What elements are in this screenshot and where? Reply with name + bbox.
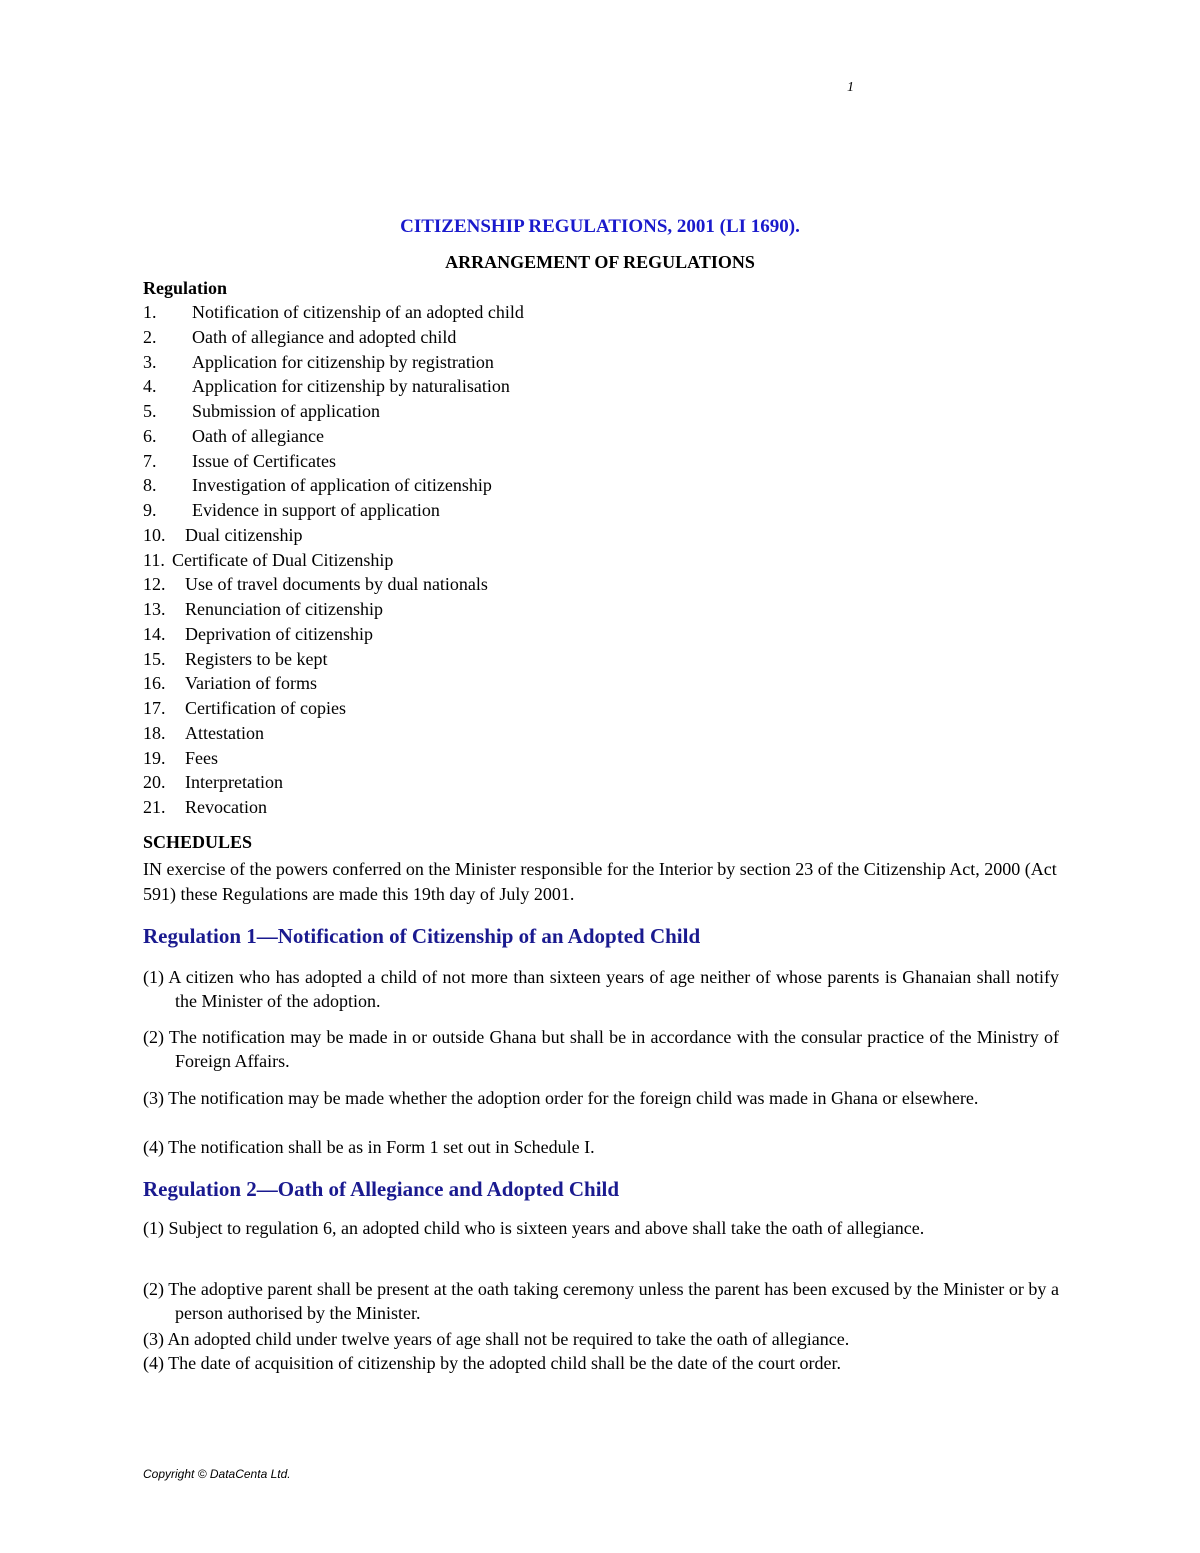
regulation-1-paragraph-3: (3) The notification may be made whether the adoption order for the foreign child was made in Ghana or elsewhere.	[143, 1088, 979, 1108]
toc-item	[143, 498, 524, 523]
toc-item-number: 20.	[143, 772, 166, 793]
toc-item-number: 5.	[143, 401, 157, 421]
toc-item-label: Application for citizenship by naturalisation	[192, 376, 510, 397]
toc-item	[143, 597, 524, 622]
toc-item	[143, 424, 524, 449]
toc-item-number: 2.	[143, 326, 157, 347]
toc-item-label: Issue of Certificates	[192, 450, 336, 471]
toc-item-number: 16.	[143, 673, 166, 694]
toc-item-number: 8.	[143, 475, 157, 496]
toc-item	[143, 795, 524, 820]
toc-item-label: Oath of allegiance and adopted child	[192, 326, 457, 347]
toc-heading: Regulation	[143, 278, 228, 298]
toc-item-label: Interpretation	[185, 772, 283, 793]
toc-item	[143, 350, 524, 375]
schedules-heading: SCHEDULES	[143, 832, 253, 852]
toc-item-number: 9.	[143, 500, 157, 520]
toc-item-label: Submission of application	[192, 401, 380, 421]
toc-item	[143, 374, 524, 399]
toc-item	[143, 523, 524, 548]
regulation-2-paragraph-4: (4) The date of acquisition of citizenship by the adopted child shall be the date of the court order.	[143, 1353, 841, 1373]
toc-item	[143, 647, 524, 672]
toc-item-number: 3.	[143, 351, 157, 372]
toc-item-label: Fees	[185, 747, 218, 768]
document-title: CITIZENSHIP REGULATIONS, 2001 (LI 1690).	[400, 216, 800, 237]
toc-item-number: 17.	[143, 698, 166, 718]
toc-item-label: Variation of forms	[185, 673, 317, 694]
toc-item-label: Evidence in support of application	[192, 500, 440, 520]
toc-item-number: 4.	[143, 376, 157, 397]
toc-item-number: 11.	[143, 549, 165, 570]
copyright-footer: Copyright © DataCenta Ltd.	[143, 1467, 291, 1481]
toc-item	[143, 473, 524, 498]
regulation-2-paragraph-2: (2) The adoptive parent shall be present at the oath taking ceremony unless the parent has been excused by the Minister or by a person authorised by the Minister.	[143, 1279, 1059, 1323]
toc-item	[143, 449, 524, 474]
regulation-2-heading: Regulation 2—Oath of Allegiance and Adopted Child	[143, 1177, 620, 1201]
toc-item	[143, 696, 524, 721]
toc-item-number: 6.	[143, 425, 157, 446]
toc-item	[143, 622, 524, 647]
regulation-2-paragraph-1: (1) Subject to regulation 6, an adopted child who is sixteen years and above shall take the oath of allegiance.	[143, 1218, 925, 1238]
toc-item	[143, 399, 524, 424]
toc-item	[143, 721, 524, 746]
toc-item-number: 1.	[143, 302, 157, 322]
toc-item-number: 18.	[143, 722, 166, 743]
toc-item-label: Certification of copies	[185, 698, 346, 718]
toc-item	[143, 300, 524, 325]
toc-item-label: Attestation	[185, 722, 264, 743]
toc-item-label: Use of travel documents by dual nationals	[185, 574, 488, 595]
toc-item-label: Application for citizenship by registration	[192, 351, 494, 372]
toc-item-number: 7.	[143, 450, 157, 471]
regulation-1-heading: Regulation 1—Notification of Citizenship of an Adopted Child	[143, 924, 701, 948]
toc-item	[143, 325, 524, 350]
toc-item	[143, 671, 524, 696]
toc-item-number: 13.	[143, 599, 166, 619]
toc-item-label: Revocation	[185, 797, 267, 817]
toc-item-number: 14.	[143, 623, 166, 644]
toc-item-label: Dual citizenship	[185, 524, 303, 545]
toc-item	[143, 548, 524, 573]
toc-item	[143, 770, 524, 795]
toc-item-label: Registers to be kept	[185, 648, 328, 669]
toc-item	[143, 746, 524, 771]
regulation-2-paragraph-3: (3) An adopted child under twelve years of age shall not be required to take the oath of allegiance.	[143, 1329, 850, 1349]
regulation-1-paragraph-1: (1) A citizen who has adopted a child of not more than sixteen years of age neither of whose parents is Ghanaian shall notify the Minister of the adoption.	[143, 967, 1059, 1011]
preamble: IN exercise of the powers conferred on the Minister responsible for the Interior by section 23 of the Citizenship Act, 2000 (Act 591) these Regulations are made this 19th day of July 2001.	[143, 859, 1057, 904]
toc-item-label: Certificate of Dual Citizenship	[172, 549, 394, 570]
page-number: 1	[847, 80, 854, 95]
toc-item-label: Deprivation of citizenship	[185, 623, 373, 644]
toc-item-number: 12.	[143, 574, 166, 595]
toc-item-label: Oath of allegiance	[192, 425, 324, 446]
toc-item-label: Renunciation of citizenship	[185, 599, 383, 619]
toc-item-number: 10.	[143, 524, 166, 545]
regulation-1-paragraph-4: (4) The notification shall be as in Form 1 set out in Schedule I.	[143, 1137, 595, 1157]
regulation-1-paragraph-2: (2) The notification may be made in or outside Ghana but shall be in accordance with the consular practice of the Ministry of Foreign Affairs.	[143, 1027, 1059, 1071]
toc-item	[143, 572, 524, 597]
table-of-contents	[143, 300, 524, 820]
toc-item-label: Investigation of application of citizenship	[192, 475, 492, 496]
toc-item-label: Notification of citizenship of an adopted child	[192, 302, 524, 322]
toc-item-number: 15.	[143, 648, 166, 669]
document-subtitle: ARRANGEMENT OF REGULATIONS	[445, 252, 755, 272]
toc-item-number: 19.	[143, 747, 166, 768]
toc-item-number: 21.	[143, 797, 166, 817]
